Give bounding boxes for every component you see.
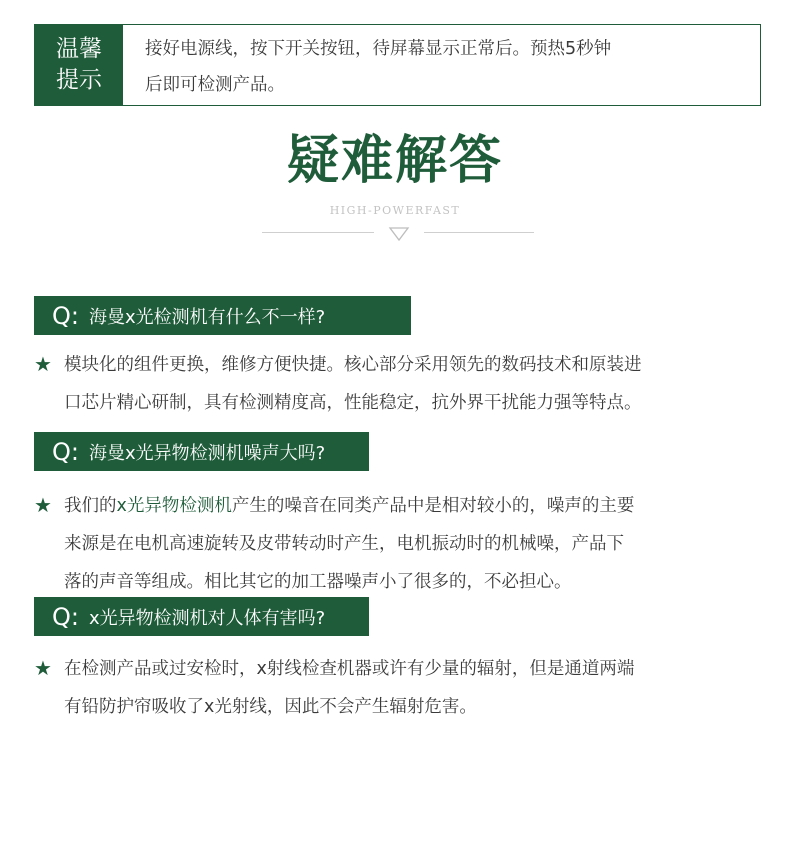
q-mark: Q: [52,301,79,330]
faq-answer [34,650,764,726]
faq-question-bar [34,432,369,471]
faq-answer [34,487,764,601]
tip-text-line1: 接好电源线，按下开关按钮，待屏幕显示正常后。预热5秒钟 [145,39,612,59]
star-icon: ★ [34,352,52,376]
divider-left [262,232,374,233]
star-icon: ★ [34,493,52,517]
star-icon: ★ [34,656,52,680]
faq-question-bar [34,597,369,636]
faq-answer [34,346,764,422]
tip-label [35,25,123,105]
tip-label-line1: 温馨 [56,36,102,62]
faq-answer-line1: 在检测产品或过安检时，x射线检查机器或许有少量的辐射，但是通道两端 [64,659,635,679]
triangle-down-icon [388,226,410,242]
q-mark: Q: [52,602,79,631]
faq-answer-line1: 模块化的组件更换，维修方便快捷。核心部分采用领先的数码技术和原装进 [64,355,642,375]
divider-right [424,232,534,233]
q-mark: Q: [52,437,79,466]
faq-answer-line2: 来源是在电机高速旋转及皮带转动时产生，电机振动时的机械噪，产品下 [64,534,624,554]
faq-answer-rest: 产生的噪音在同类产品中是相对较小的，噪声的主要 [231,496,635,516]
faq-answer-highlight: x光异物检测机 [116,496,232,516]
faq-answer-prefix: 我们的 [64,496,117,516]
tip-text [123,25,760,105]
faq-question: 海曼x光检测机有什么不一样? [88,306,326,328]
tip-label-line2: 提示 [56,67,102,93]
faq-question-bar [34,296,411,335]
faq-question: x光异物检测机对人体有害吗? [88,607,326,629]
faq-answer-line3: 落的声音等组成。相比其它的加工器噪声小了很多的，不必担心。 [64,572,572,592]
faq-question: 海曼x光异物检测机噪声大吗? [88,442,326,464]
tip-text-line2: 后即可检测产品。 [145,75,285,95]
section-title: 疑难解答 [286,131,503,191]
faq-answer-line2: 口芯片精心研制，具有检测精度高，性能稳定，抗外界干扰能力强等特点。 [64,393,642,413]
tip-box [34,24,761,106]
faq-answer-line2: 有铅防护帘吸收了x光射线，因此不会产生辐射危害。 [64,697,477,717]
section-subtitle: HIGH-POWERFAST [329,204,461,217]
faq-answer-line1 [64,487,764,525]
